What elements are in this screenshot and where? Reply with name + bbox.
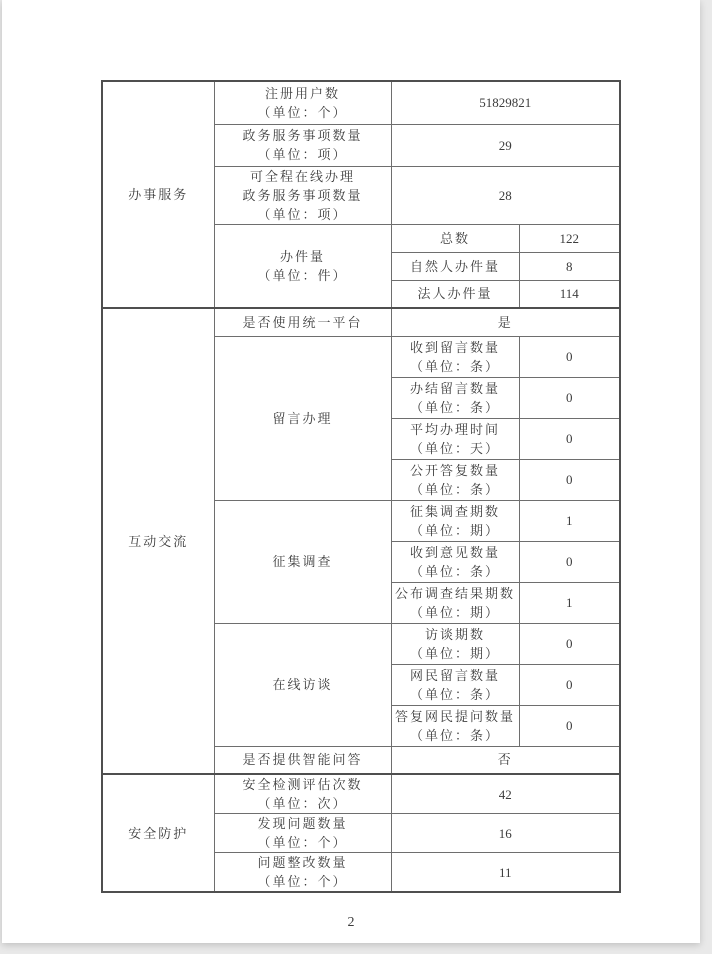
sub-label-cell [391,459,519,500]
metric-label-cell [214,81,391,124]
sub-label-cell: 自然人办件量 [391,252,519,280]
metric-unit: （单位：条） [409,358,500,374]
metric-unit: （单位：项） [257,147,348,162]
metric-unit: （单位：个） [257,874,348,889]
metric-name: 问题整改数量 [257,855,348,870]
value-cell: 0 [519,541,620,582]
metric-unit: （单位：条） [409,399,500,415]
metric-name: 公布调查结果期数 [394,585,515,601]
category-cell-security: 安全防护 [102,774,214,892]
document-page [2,0,700,943]
metric-name: 办结留言数量 [409,380,500,396]
value-cell: 是 [391,308,620,336]
metric-unit: （单位：个） [257,835,348,850]
metric-name: 网民留言数量 [409,667,500,683]
value-cell: 0 [519,377,620,418]
metric-name: 平均办理时间 [409,421,500,437]
group-label-cell-liuyanbanli: 留言办理 [214,336,391,500]
metric-name: 收到留言数量 [409,339,500,355]
metric-name: 收到意见数量 [409,544,500,560]
sub-label-cell [391,500,519,541]
sub-label-cell [391,582,519,623]
value-cell: 42 [391,774,620,814]
metric-unit: （单位：个） [257,104,348,120]
value-cell: 11 [391,853,620,893]
value-cell: 1 [519,500,620,541]
value-cell: 0 [519,623,620,664]
metric-name: 注册用户数 [264,85,340,101]
metric-label-cell [214,124,391,166]
metric-label-cell [214,166,391,224]
value-cell: 0 [519,418,620,459]
metric-unit: （单位：条） [409,727,500,743]
page-number: 2 [347,915,355,930]
metric-name: 政务服务事项数量 [242,128,363,143]
value-cell: 28 [391,166,620,224]
value-cell: 29 [391,124,620,166]
metric-label-cell [214,814,391,853]
value-cell: 16 [391,814,620,853]
metric-label-cell [214,853,391,893]
metric-name: 公开答复数量 [409,462,500,478]
group-name: 办件量 [279,248,325,264]
value-cell: 8 [519,252,620,280]
metric-unit: （单位：天） [409,440,500,456]
category-cell-service: 办事服务 [102,81,214,308]
value-cell: 0 [519,459,620,500]
metric-name: 征集调查期数 [409,503,500,519]
sub-label-cell [391,377,519,418]
metric-unit: （单位：项） [257,206,348,222]
group-label-cell-banjianliang [214,224,391,308]
value-cell: 51829821 [391,81,620,124]
value-cell: 0 [519,705,620,746]
metric-name: 政务服务事项数量 [242,187,363,203]
group-label-cell-zaixianfangtan: 在线访谈 [214,623,391,746]
metric-name: 访谈期数 [424,626,485,642]
sub-label-cell [391,664,519,705]
metric-unit: （单位：期） [409,645,500,661]
metric-unit: （单位：条） [409,563,500,579]
metric-unit: （单位：期） [409,522,500,538]
value-cell: 0 [519,664,620,705]
metric-unit: （单位：条） [409,686,500,702]
sub-label-cell [391,541,519,582]
metric-name: 可全程在线办理 [249,168,355,184]
metric-label-cell: 是否使用统一平台 [214,308,391,336]
sub-label-cell: 总数 [391,224,519,252]
metric-name: 安全检测评估次数 [242,777,363,792]
value-cell: 1 [519,582,620,623]
metric-unit: （单位：期） [409,604,500,620]
value-cell: 114 [519,280,620,308]
value-cell: 否 [391,746,620,774]
sub-label-cell: 法人办件量 [391,280,519,308]
sub-label-cell [391,418,519,459]
sub-label-cell [391,705,519,746]
category-cell-interaction: 互动交流 [102,308,214,774]
value-cell: 122 [519,224,620,252]
metric-unit: （单位：次） [257,796,348,811]
sub-label-cell [391,336,519,377]
value-cell: 0 [519,336,620,377]
metric-unit: （单位：条） [409,481,500,497]
metric-name: 答复网民提问数量 [394,708,515,724]
group-label-cell-zhengjidiaocha: 征集调查 [214,500,391,623]
metric-label-cell: 是否提供智能问答 [214,746,391,774]
metric-label-cell [214,774,391,814]
report-table [101,80,621,893]
group-unit: （单位：件） [257,267,348,283]
sub-label-cell [391,623,519,664]
metric-name: 发现问题数量 [257,816,348,831]
